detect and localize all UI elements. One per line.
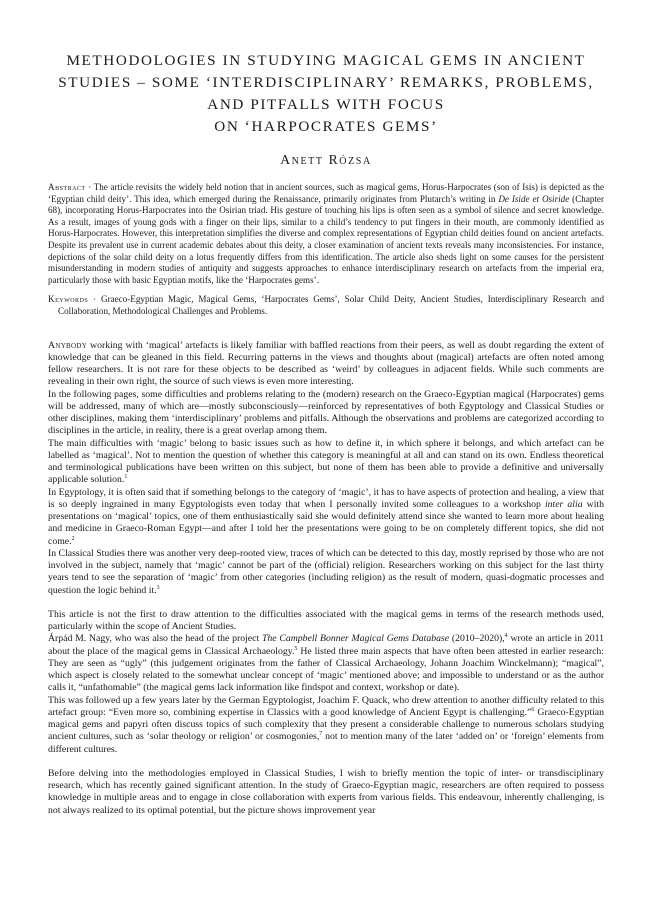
- abstract-work-title: De Iside et Osiride: [498, 193, 570, 204]
- paragraph-8: [48, 695, 604, 756]
- database-title: The Campbell Bonner Magical Gems Database: [261, 633, 450, 645]
- footnote-ref-5[interactable]: 5: [294, 645, 298, 652]
- paragraph-4-text-a: In Egyptology, it is often said that if something belongs to the category of ‘magic’, it has to have aspects of protection and healing, a view that is so deeply ingrained in many Egyptologists even today that when I personally invited some colleagues to a workshop: [48, 486, 604, 510]
- paragraph-4: [48, 487, 604, 548]
- article-body: [48, 340, 604, 817]
- abstract-label: Abstract: [48, 182, 86, 192]
- title-line-3: AND PITFALLS WITH FOCUS: [207, 96, 445, 113]
- paragraph-3: [48, 438, 604, 487]
- paragraph-6: This article is not the first to draw attention to the difficulties associated with the magical gems in terms of the research methods used, particularly within the scope of Ancient Studies.: [48, 608, 604, 633]
- keywords-separator: ·: [88, 294, 102, 305]
- paragraph-9: Before delving into the methodologies employed in Classical Studies, I wish to briefly mention the topic of inter- or transdisciplinary research, which has recently gained significant attention. In the study of Graeco-Egyptian magic, researchers are often required to possess knowledge in multiple areas and to engage in close collaboration with experts from various fields. This endeavour, inherently challenging, is not always realized to its optimal potential, but the picture shows improvement year: [48, 767, 604, 816]
- keywords-text: Graeco-Egyptian Magic, Magical Gems, ‘Harpocrates Gems’, Solar Child Deity, Ancient Studies, Interdisciplinary Research and Collaboration, Methodological Challenges and Problems.: [58, 294, 604, 316]
- paragraph-5: [48, 548, 604, 597]
- paragraph-7-text-c: He listed three main aspects that have often been attested in earlier research: They are seen as “ugly” (this judgement originates from the father of Classical Archaeology, Johann Joachim Winckelmann); “magical”, which aspect is closely related to the somewhat unclear concept of ‘magic’ mentioned above; and impossible to understand or as the author calls it, “unfathomable” (the magical gems lack information like findspot and context, workshop or date).: [48, 645, 604, 694]
- abstract-text-2: (Chapter 68), incorporating Horus-Harpocrates into the Osirian triad. His gesture of touching his lips is often seen as a symbol of silence and secret knowledge. As a result, images of young gods with a finger on their lips, similar to a child’s tendency to put fingers in their mouth, are commonly identified as Horus-Harpocrates. However, this interpretation simplifies the diverse and complex representations of Egyptian child deities found on ancient artefacts. Despite its prevalent use in current academic debates about this deity, a closer examination of ancient texts reveals many inconsistencies. For instance, depictions of the solar child deity on a lotus frequently differs from this identification. The article also sheds light on some causes for the persistent misunderstanding in modern studies of antiquity and suggests approaches to enhance interdisciplinary research on artefacts from the imperial era, particularly those with basic Egyptian motifs, like the ‘Harpocrates gems’.: [48, 193, 604, 285]
- paragraph-4-emphasis: inter alia: [544, 498, 583, 510]
- article-page: [48, 50, 604, 817]
- paragraph-8-text-b: Graeco-Egyptian magical gems and papyri often discuss topics of such complexity that they present a considerable challenge to numerous scholars studying ancient cultures, such as ‘solar theology or religion’ or cosmogonies,: [48, 706, 604, 743]
- paragraph-7-text-b: wrote an article in 2011 about the place of the magical gems in Classical Archaeology.: [48, 633, 604, 657]
- footnote-ref-7[interactable]: 7: [319, 731, 323, 738]
- footnote-ref-3[interactable]: 3: [156, 584, 160, 591]
- paragraph-5-text: In Classical Studies there was another very deep-rooted view, traces of which can be detected to this day, mostly reprised by those who are not involved in the subject, namely that ‘magic’ cannot be part of the (official) religion. Researchers working on this subject for the last thirty years tend to see the separation of ‘magic’ from other categories (including religion) as the result of modern, quasi-dogmatic processes and question the logic behind it.: [48, 547, 604, 596]
- abstract-separator: ·: [85, 182, 94, 192]
- paragraph-2: In the following pages, some difficulties and problems relating to the (modern) research on the Graeco-Egyptian magical (Harpocrates) gems will be addressed, many of which are—mostly subconsciously—reinforced by representatives of both Egyptology and Classical Studies or other disciplines, making them ‘interdisciplinary’ problems and pitfalls. Although the observations and problems are categorized according to disciplines in the article, in reality, there is a great overlap among them.: [48, 388, 604, 437]
- keywords: [48, 294, 604, 317]
- paragraph-1-lead: Anybody: [48, 339, 88, 351]
- abstract-text-1: The article revisits the widely held notion that in ancient sources, such as magical gems, Horus-Harpocrates (son of Isis) is depicted as the ‘Egyptian child deity’. This idea, which emerged during the Renaissance, primarily originates from Plutarch’s writing in: [48, 182, 604, 204]
- paragraph-4-text-b: with presentations on ‘magical’ topics, one of them enthusiastically said she would definitely attend since she wanted to learn more about healing and medicine in Graeco-Roman Egypt—and after I told her the presentations were going to be on completely different topics, she did not come.: [48, 498, 604, 547]
- paragraph-1: [48, 340, 604, 389]
- footnote-ref-2[interactable]: 2: [71, 535, 75, 542]
- article-title: [48, 50, 604, 138]
- title-line-4: ON ‘HARPOCRATES GEMS’: [214, 118, 438, 135]
- paragraph-7-years: (2010–2020),: [449, 633, 505, 645]
- footnote-ref-1[interactable]: 1: [124, 474, 128, 481]
- keywords-label: Keywords: [48, 294, 89, 305]
- title-line-1: METHODOLOGIES IN STUDYING MAGICAL GEMS IN ANCIENT: [66, 52, 586, 69]
- paragraph-8-text-a: This was followed up a few years later by the German Egyptologist, Joachim F. Quack, who drew attention to another difficulty related to this artefact group: “Even more so, combining expertise in Classics with a good knowledge of Ancient Egypt is challenging.”: [48, 694, 604, 718]
- paragraph-7: [48, 633, 604, 694]
- title-line-2: STUDIES – SOME ‘INTERDISCIPLINARY’ REMARKS, PROBLEMS,: [58, 74, 594, 91]
- abstract: [48, 182, 604, 286]
- author-name: Anett Rózsa: [280, 152, 372, 167]
- paragraph-7-text-a: Árpád M. Nagy, who was also the head of the project: [48, 633, 262, 645]
- footnote-ref-4[interactable]: 4: [504, 633, 508, 640]
- paragraph-3-text: The main difficulties with ‘magic’ belong to basic issues such as how to define it, in which sphere it belongs, and which artefact can be labelled as ‘magical’. Not to mention the question of whether this category is meaningful at all and can stand on its own. Endless theoretical and terminological publications have been written on this subject, but none of them has been able to provide a definitive and universally applicable solution.: [48, 437, 604, 486]
- paragraph-8-text-c: not to mention many of the later ‘added on’ or ‘foreign’ elements from different cultures.: [48, 731, 604, 755]
- paragraph-1-text: working with ‘magical’ artefacts is likely familiar with baffled reactions from their peers, as well as doubt regarding the extent of knowledge that can be gleaned in this field. Recurring patterns in the views and thoughts about (magical) artefacts are often noted among fellow researchers. It is not rare for these objects to be described as ‘weird’ by colleagues in adjacent fields. While such comments are revealing in their own right, the source of such views is even more interesting.: [48, 339, 604, 388]
- footnote-ref-6[interactable]: 6: [531, 706, 535, 713]
